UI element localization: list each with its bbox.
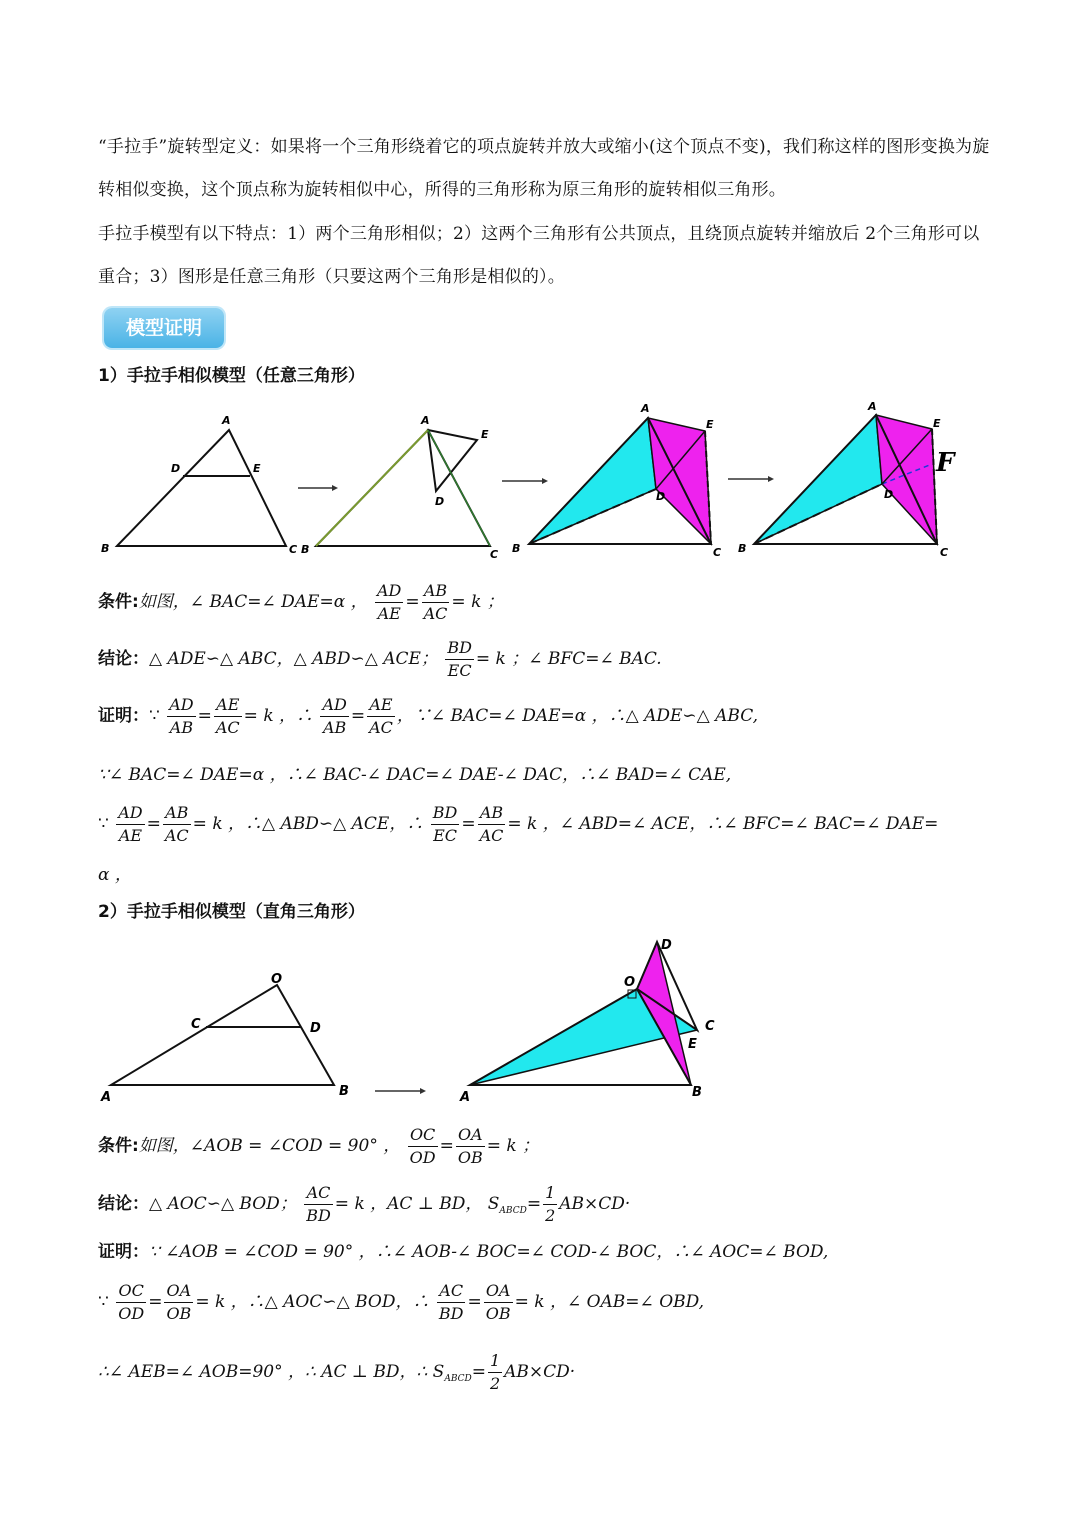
s1-proof-line-2: ∵∠ BAC=∠ DAE=α ，∴∠ BAC-∠ DAC=∠ DAE-∠ DAC，∴∠ BAD=∠ CAE, <box>98 765 732 785</box>
frac-ad-ae: $\frac{AD}{AE}$ <box>376 581 402 623</box>
fig6-label-e: E <box>688 1037 697 1052</box>
fig1-label-d: D <box>171 462 181 475</box>
section2-heading: 2）手拉手相似模型（直角三角形） <box>98 902 365 922</box>
model-proof-badge: 模型证明 <box>104 308 224 348</box>
figure-6 <box>459 938 715 1105</box>
s2-proof-line-1: 证明：∵ ∠AOB = ∠COD = 90° ，∴∠ AOB-∠ BOC=∠ COD-∠ BOC，∴∠ AOC=∠ BOD, <box>98 1242 829 1262</box>
s2-condition: 条件:如图，∠AOB = ∠COD = 90° ， $\frac{OC}{OD}$ = $\frac{OA}{OB}$ = k ； <box>98 1125 540 1167</box>
s2-conclusion: 结论：△ AOC∽△ BOD； $\frac{AC}{BD}$ = k ，AC ⊥ BD， $S_{ABCD}=$ $\frac{1}{2}$ AB×CD· <box>98 1183 631 1225</box>
frac-bd-ec: $\frac{BD}{EC}$ <box>447 638 472 680</box>
fig2-label-c: C <box>490 548 499 561</box>
fig3-label-d: D <box>656 490 666 503</box>
fig5-label-o: O <box>271 972 283 987</box>
fig5-label-d: D <box>310 1021 321 1036</box>
fig6-label-c: C <box>705 1019 715 1034</box>
arrow-4 <box>375 1088 426 1094</box>
s1-condition: 条件:如图，∠ BAC=∠ DAE=α ， $\frac{AD}{AE}$ = $\frac{AB}{AC}$ = k ； <box>98 581 504 623</box>
fig6-label-o: O <box>624 975 636 990</box>
fig2-label-b: B <box>301 543 310 556</box>
fig5-label-c: C <box>191 1017 201 1032</box>
fig1-label-a: A <box>222 414 231 427</box>
fig1-label-b: B <box>101 542 110 555</box>
s1-cond-text: 如图，∠ BAC=∠ DAE=α ， <box>138 592 368 612</box>
intro-features: 手拉手模型有以下特点：1）两个三角形相似；2）这两个三角形有公共顶点，且绕顶点旋转并缩放后 2个三角形可以重合；3）图形是任意三角形（只要这两个三角形是相似的）。 <box>98 224 980 287</box>
frac-ab-ac: $\frac{AB}{AC}$ <box>423 581 448 623</box>
arrow-2 <box>502 478 548 484</box>
fig2-label-d: D <box>435 495 445 508</box>
section1-heading: 1）手拉手相似模型（任意三角形） <box>98 366 365 386</box>
s1-proof-line-4: α ， <box>98 865 132 885</box>
fig6-label-b: B <box>692 1085 702 1100</box>
fig2-label-a: A <box>421 414 430 427</box>
arrow-3 <box>728 476 774 482</box>
s1-condition-label: 条件: <box>98 592 139 612</box>
s1-conclusion: 结论：△ ADE∽△ ABC，△ ABD∽△ ACE； $\frac{BD}{EC}$ = k ；∠ BFC=∠ BAC. <box>98 638 662 680</box>
fig4-label-b: B <box>738 542 747 555</box>
intro-definition: “手拉手”旋转型定义：如果将一个三角形绕着它的项点旋转并放大或缩小(这个顶点不变)，我们称这样的图形变换为旋转相似变换，这个顶点称为旋转相似中心，所得的三角形称为原三角形的旋转相似三角形。 <box>98 137 990 200</box>
fig6-label-d: D <box>661 938 672 953</box>
fig3-label-b: B <box>512 542 521 555</box>
fig3-label-e: E <box>706 418 714 431</box>
figure-1 <box>101 414 297 556</box>
s1-proof-line-1: 证明：∵ $\frac{AD}{AB}$ = $\frac{AE}{AC}$ = k ，∴ $\frac{AD}{AB}$ = $\frac{AE}{AC}$ ，∵∠ BAC=∠ DAE=α ，∴△ ADE∽△ ABC, <box>98 695 759 737</box>
s1-proof-line-3: ∵ $\frac{AD}{AE}$ = $\frac{AB}{AC}$ = k ，∴△ ABD∽△ ACE，∴ $\frac{BD}{EC}$ = $\frac{AB}{AC}$ = k ，∠ ABD=∠ ACE，∴∠ BFC=∠ BAC=∠ DAE= <box>98 803 939 845</box>
figure-5 <box>100 972 349 1105</box>
fig4-label-d: D <box>884 488 894 501</box>
fig3-label-c: C <box>713 546 722 559</box>
fig2-label-e: E <box>481 428 489 441</box>
fig1-label-e: E <box>253 462 261 475</box>
fig4-label-e: E <box>933 417 941 430</box>
fig4-label-a: A <box>868 400 877 413</box>
fig1-label-c: C <box>289 543 298 556</box>
fig5-label-b: B <box>339 1084 349 1099</box>
arrow-1 <box>298 485 338 491</box>
fig6-label-a: A <box>460 1090 471 1105</box>
s2-proof-line-3: ∴∠ AEB=∠ AOB=90° ，∴ AC ⊥ BD，∴ $S_{ABCD}=$ $\frac{1}{2}$ AB×CD· <box>98 1351 576 1393</box>
fig5-label-a: A <box>101 1090 112 1105</box>
s2-proof-line-2: ∵ $\frac{OC}{OD}$ = $\frac{OA}{OB}$ = k ，∴△ AOC∽△ BOD，∴ $\frac{AC}{BD}$ = $\frac{OA}{OB}$ = k ，∠ OAB=∠ OBD, <box>98 1281 705 1323</box>
fig3-label-a: A <box>641 402 650 415</box>
fig4-label-f: F <box>936 448 955 478</box>
fig4-label-c: C <box>940 546 949 559</box>
